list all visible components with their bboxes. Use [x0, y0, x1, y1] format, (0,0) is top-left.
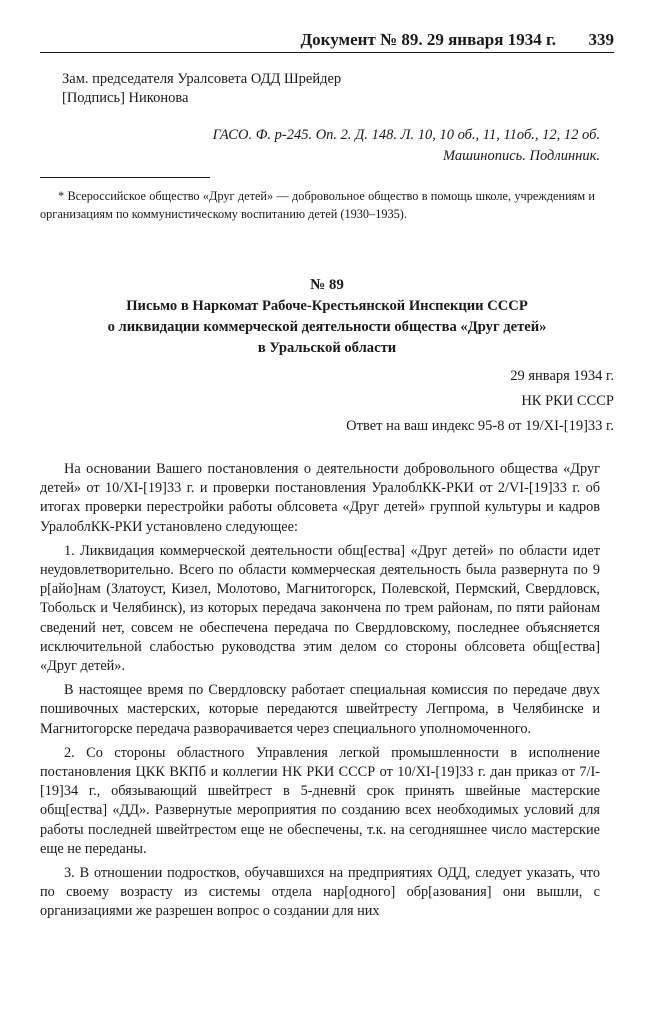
- footnote: [40, 188, 595, 223]
- archive-line: Машинопись. Подлинник.: [442, 148, 600, 164]
- running-title: Документ № 89. 29 января 1934 г.: [300, 30, 556, 49]
- document-number: № 89: [310, 277, 344, 293]
- signature-line: Зам. председателя Уралсовета ОДД Шрейдер: [62, 71, 342, 87]
- paragraph: В настоящее время по Свердловску работает специальная комиссия по передаче двух пошивочных мастерских, которые передаются швейтресту Легпрома, в Челябинске и Магнитогорске передача разворачивается через специального уполномоченного.: [40, 682, 600, 737]
- footnote-text: * Всероссийское общество «Друг детей» — добровольное общество в помощь школе, учреждениям и организациям по коммунистическому воспитанию детей (1930–1935).: [40, 189, 595, 221]
- document-meta: [346, 364, 614, 439]
- footnote-rule: [40, 177, 210, 178]
- document-date: 29 января 1934 г.: [510, 368, 614, 384]
- title-line: в Уральской области: [257, 340, 397, 356]
- title-line: о ликвидации коммерческой деятельности общества «Друг детей»: [107, 319, 547, 335]
- archive-line: ГАСО. Ф. р-245. Оп. 2. Д. 148. Л. 10, 10 об., 11, 11об., 12, 12 об.: [212, 127, 600, 143]
- document-title: [40, 296, 614, 359]
- reply-reference: Ответ на ваш индекс 95-8 от 19/XI-[19]33 г.: [346, 418, 614, 434]
- header-rule: [40, 52, 614, 53]
- document-addressee: НК РКИ СССР: [521, 393, 614, 409]
- document-body: [40, 460, 600, 927]
- paragraph: 2. Со стороны областного Управления легкой промышленности в исполнение постановления ЦКК ВКПб и коллегии НК РКИ СССР от 10/XI-[19]33 г. дан приказ от 7/I-[19]34 г., обязывающий швейтрест в 5-дневнй срок принять швейные мастерские общ[ества] «ДД». Развернутые мероприятия по созданию всех необходимых условий для работы последней швейтрестом еще не обеспечены, т.к. на сегодняшнее число мастерские еще не переданы.: [40, 744, 600, 857]
- paragraph: 1. Ликвидация коммерческой деятельности общ[ества] «Друг детей» по области идет неудовлетворительно. Всего по области коммерческая деятельность была развернута по 9 р[айо]нам (Златоуст, Кизел, Молотово, Магнитогорск, Полевской, Пермский, Свердловск, Тобольск и Челябинск), из которых передача закончена по трем районам, по пяти районам сведений нет, совсем не обеспечена передача по Свердловскому, последнее объясняется исключительной слабостью руководства этим делом со стороны облсовета общ[ества] «Друг детей».: [40, 542, 600, 675]
- paragraph: 3. В отношении подростков, обучавшихся на предприятиях ОДД, следует указать, что по своему возрасту из системы отдела нар[одного] обр[азования] они вышли, с организациями же разрешен вопрос о создании для них: [40, 865, 600, 920]
- title-line: Письмо в Наркомат Рабоче-Крестьянской Инспекции СССР: [126, 298, 528, 314]
- signature-block: [62, 70, 341, 108]
- paragraph: На основании Вашего постановления о деятельности добровольного общества «Друг детей» от 10/XI-[19]33 г. и проверки постановления УралоблКК-РКИ от 2/VI-[19]33 г. об итогах проверки перестройки работы облсовета «Друг детей» группой культуры и кадров УралоблКК-РКИ установлено следующее:: [40, 461, 600, 535]
- page-number: 339: [588, 30, 614, 49]
- signature-line: [Подпись] Никонова: [62, 90, 189, 106]
- archive-reference: [62, 125, 600, 167]
